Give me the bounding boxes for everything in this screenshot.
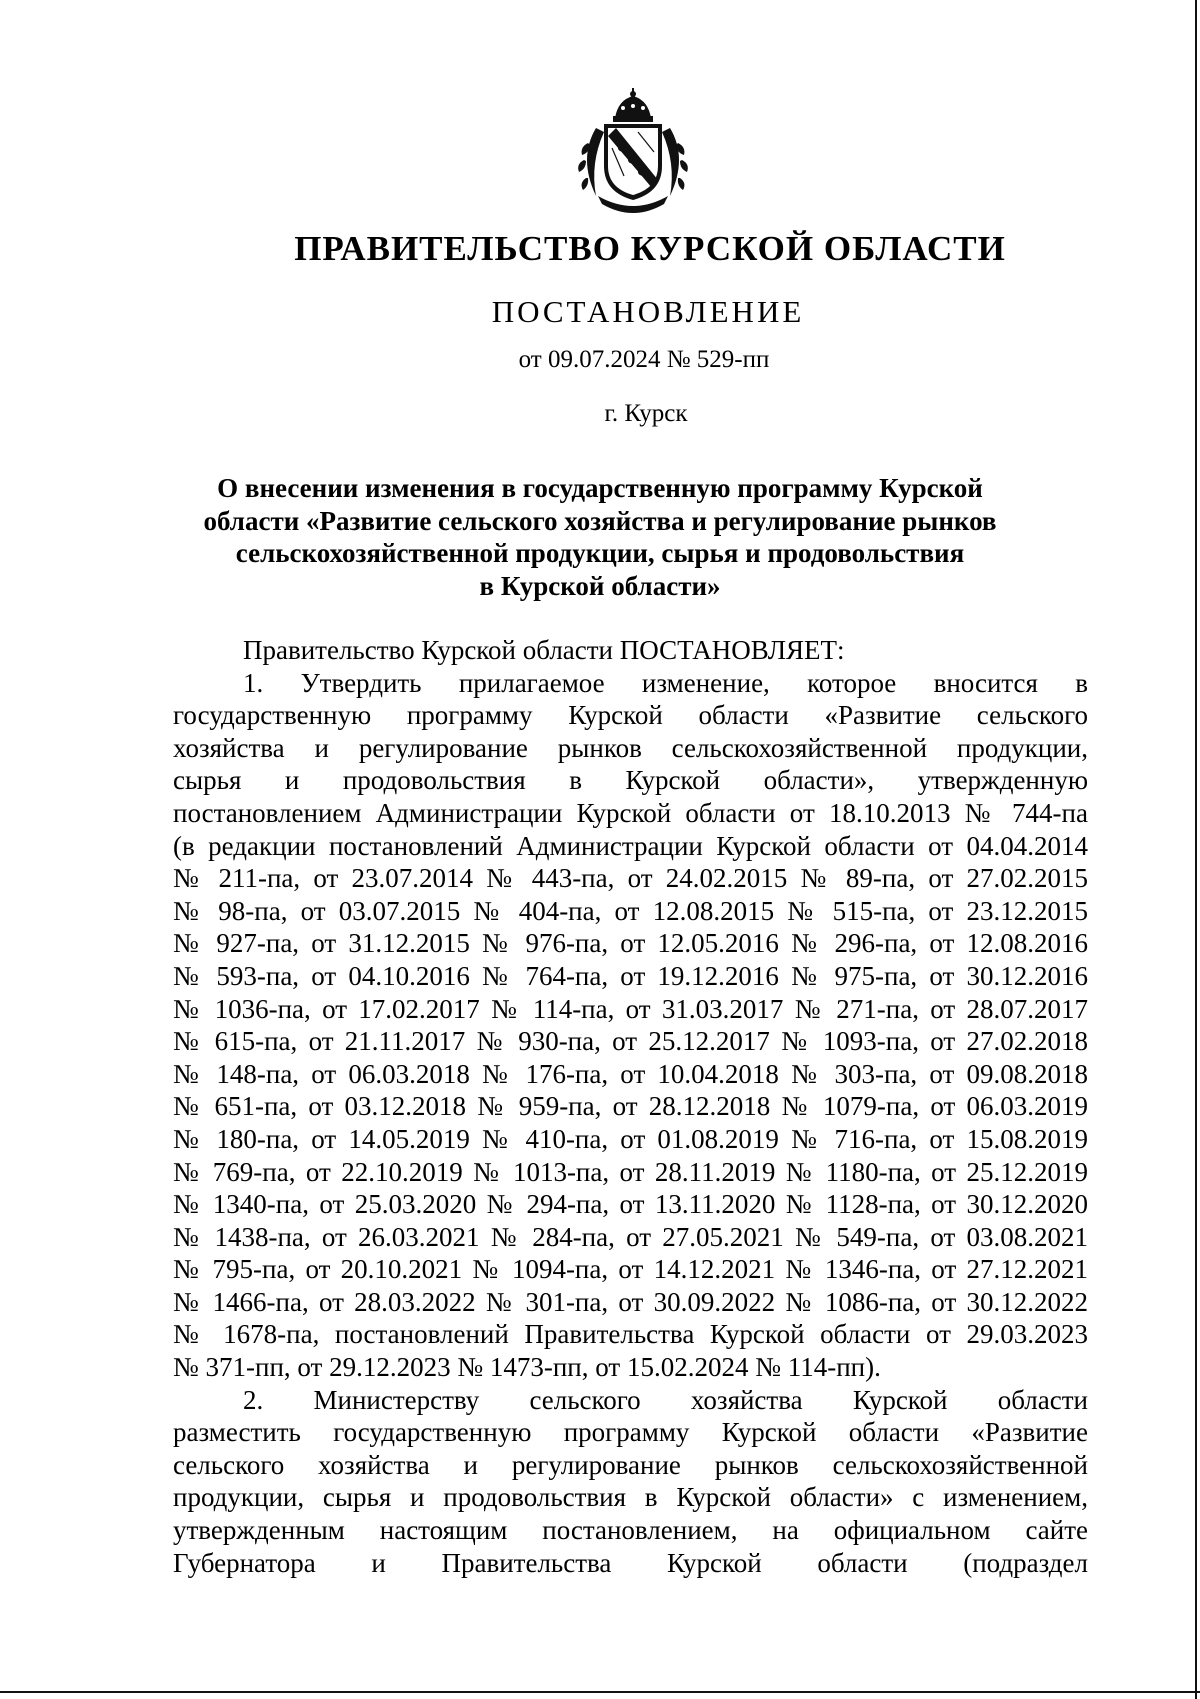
body-line: № 1340-па, от 25.03.2020 № 294-па, от 13.11.2020 № 1128-па, от 30.12.2020 <box>173 1189 1088 1220</box>
body-line: № 180-па, от 14.05.2019 № 410-па, от 01.08.2019 № 716-па, от 15.08.2019 <box>173 1123 1088 1154</box>
subject-line: сельскохозяйственной продукции, сырья и продовольствия <box>235 538 965 568</box>
body-line: № 1036-па, от 17.02.2017 № 114-па, от 31.03.2017 № 271-па, от 28.07.2017 <box>173 993 1088 1024</box>
document-date-number: от 09.07.2024 № 529-пп <box>518 346 770 373</box>
document-city: г. Курск <box>604 400 688 427</box>
body-line: № 593-па, от 04.10.2016 № 764-па, от 19.12.2016 № 975-па, от 30.12.2016 <box>173 960 1088 991</box>
body-line: № 651-па, от 03.12.2018 № 959-па, от 28.12.2018 № 1079-па, от 06.03.2019 <box>173 1091 1088 1122</box>
government-title: ПРАВИТЕЛЬСТВО КУРСКОЙ ОБЛАСТИ <box>294 229 1006 268</box>
subject-line: области «Развитие сельского хозяйства и регулирование рынков <box>203 505 997 536</box>
kursk-coat-of-arms-icon <box>568 88 698 216</box>
scan-edge-bottom <box>0 1691 1200 1693</box>
body-line: утвержденным настоящим постановлением, на официальном сайте <box>173 1515 1088 1546</box>
body-line: постановлением Администрации Курской области от 18.10.2013 № 744-па <box>173 797 1088 828</box>
document-subject <box>150 472 1050 602</box>
body-line: № 211-па, от 23.07.2014 № 443-па, от 24.02.2015 № 89-па, от 27.02.2015 <box>173 863 1088 894</box>
body-line: сельского хозяйства и регулирование рынков сельскохозяйственной <box>173 1449 1088 1480</box>
body-line: хозяйства и регулирование рынков сельскохозяйственной продукции, <box>173 732 1088 763</box>
body-line: № 927-па, от 31.12.2015 № 976-па, от 12.05.2016 № 296-па, от 12.08.2016 <box>173 928 1088 959</box>
body-line: № 795-па, от 20.10.2021 № 1094-па, от 14.12.2021 № 1346-па, от 27.12.2021 <box>173 1254 1088 1285</box>
body-line: 1. Утвердить прилагаемое изменение, которое вносится в <box>243 667 1088 698</box>
document-body <box>173 634 1088 1579</box>
subject-line: в Курской области» <box>479 570 721 601</box>
body-line: № 371-пп, от 29.12.2023 № 1473-пп, от 15.02.2024 № 114-пп). <box>173 1352 881 1383</box>
document-type: ПОСТАНОВЛЕНИЕ <box>491 294 805 329</box>
body-line: № 1438-па, от 26.03.2021 № 284-па, от 27.05.2021 № 549-па, от 03.08.2021 <box>173 1221 1088 1252</box>
body-line: № 1678-па, постановлений Правительства Курской области от 29.03.2023 <box>173 1319 1088 1350</box>
body-line: № 148-па, от 06.03.2018 № 176-па, от 10.04.2018 № 303-па, от 09.08.2018 <box>173 1058 1088 1089</box>
body-line: сырья и продовольствия в Курской области», утвержденную <box>173 765 1088 796</box>
body-line: № 769-па, от 22.10.2019 № 1013-па, от 28.11.2019 № 1180-па, от 25.12.2019 <box>173 1156 1088 1187</box>
body-line: (в редакции постановлений Администрации Курской области от 04.04.2014 <box>173 830 1088 861</box>
body-line: № 615-па, от 21.11.2017 № 930-па, от 25.12.2017 № 1093-па, от 27.02.2018 <box>173 1026 1088 1057</box>
body-line: 2. Министерству сельского хозяйства Курской области <box>243 1384 1088 1415</box>
body-line: Правительство Курской области ПОСТАНОВЛЯЕТ: <box>243 635 845 665</box>
body-line: разместить государственную программу Курской области «Развитие <box>173 1417 1088 1448</box>
body-line: № 1466-па, от 28.03.2022 № 301-па, от 30.09.2022 № 1086-па, от 30.12.2022 <box>173 1286 1088 1317</box>
subject-line: О внесении изменения в государственную программу Курской <box>217 473 983 503</box>
body-line: № 98-па, от 03.07.2015 № 404-па, от 12.08.2015 № 515-па, от 23.12.2015 <box>173 895 1088 926</box>
body-line: продукции, сырья и продовольствия в Курской области» с изменением, <box>173 1482 1088 1513</box>
body-line: Губернатора и Правительства Курской области (подраздел <box>173 1547 1088 1578</box>
body-line: государственную программу Курской области «Развитие сельского <box>173 700 1088 731</box>
